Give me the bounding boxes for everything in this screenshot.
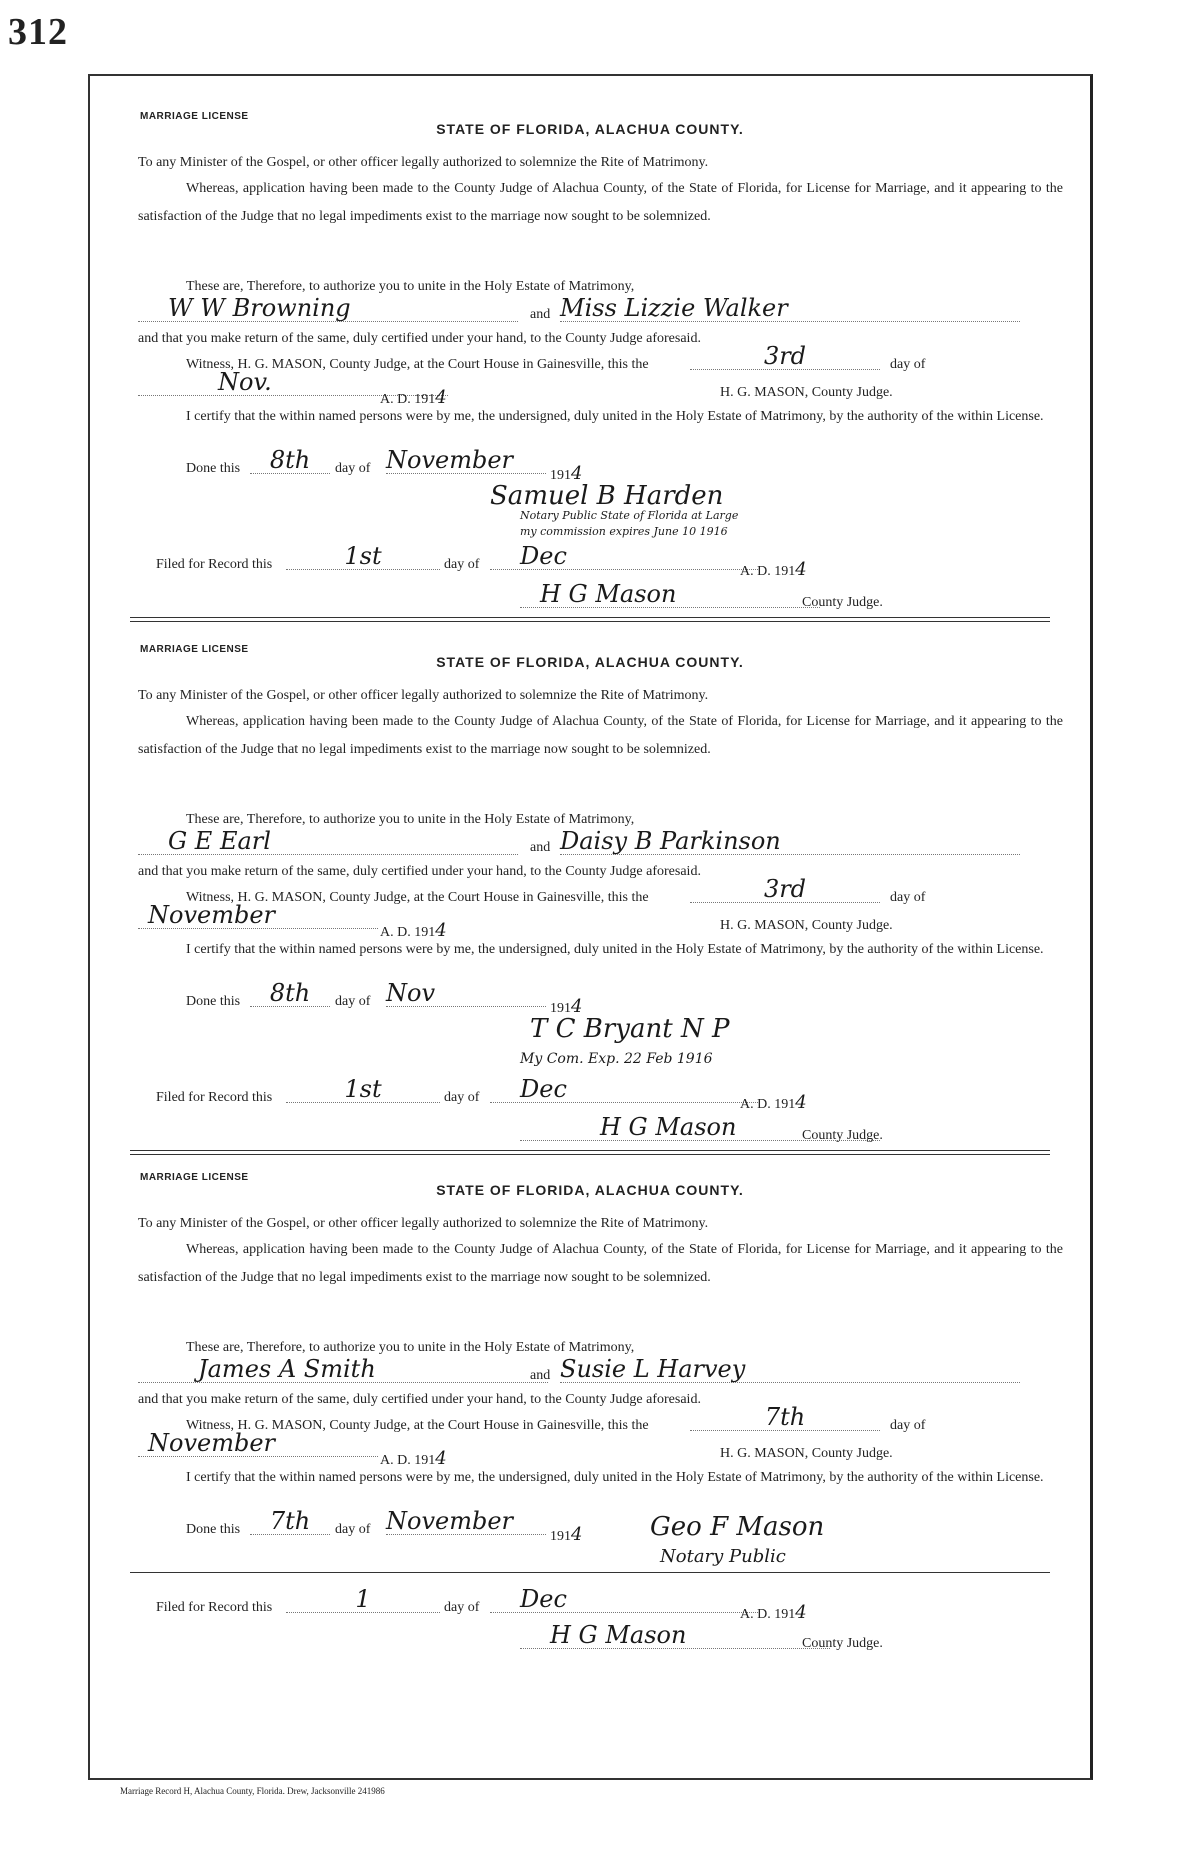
- intro-text: To any Minister of the Gospel, or other officer legally authorized to solemnize the Rite of Matrimony.: [138, 155, 709, 170]
- issue-day: 3rd: [690, 876, 880, 903]
- issue-year: 4: [435, 387, 447, 408]
- filed-month: Dec: [490, 543, 760, 570]
- issue-month: November: [138, 902, 378, 929]
- filed-day: 1: [286, 1586, 440, 1613]
- license-heading: STATE OF FLORIDA, ALACHUA COUNTY.: [436, 1182, 744, 1198]
- whereas-text: Whereas, application having been made to the County Judge of Alachua County, of the State of Florida, for License for Marriage, and it appearing to the satisfaction of the Judge that no legal impediments exist to the marriage now sought to be solemnized.: [138, 714, 1063, 757]
- filed-year-text: A. D. 1914: [740, 1092, 807, 1113]
- done-day-of-text: day of: [335, 461, 371, 476]
- filed-month: Dec: [490, 1586, 760, 1613]
- done-year-text: 1914: [550, 463, 583, 484]
- and-text: and: [530, 840, 551, 855]
- license-label: MARRIAGE LICENSE: [140, 111, 249, 122]
- county-judge-text: County Judge.: [802, 1128, 883, 1143]
- filed-text: Filed for Record this: [156, 1090, 273, 1105]
- county-judge-text: County Judge.: [802, 595, 883, 610]
- and-text: and: [530, 307, 551, 322]
- ad-text: A. D. 1914: [380, 920, 447, 941]
- filed-day-of-text: day of: [444, 1090, 480, 1105]
- officiant-signature: Samuel B Harden: [490, 481, 724, 511]
- done-this-text: Done this: [186, 461, 241, 476]
- ad-text: A. D. 1914: [380, 387, 447, 408]
- officiant-title: Notary Public: [660, 1546, 786, 1567]
- day-of-text: day of: [890, 1418, 926, 1433]
- divider: [130, 617, 1050, 618]
- whereas-text: Whereas, application having been made to the County Judge of Alachua County, of the State of Florida, for License for Marriage, and it appearing to the satisfaction of the Judge that no legal impediments exist to the marriage now sought to be solemnized.: [138, 1242, 1063, 1285]
- filed-year-text: A. D. 1914: [740, 559, 807, 580]
- filed-day-of-text: day of: [444, 1600, 480, 1615]
- whereas-text: Whereas, application having been made to the County Judge of Alachua County, of the State of Florida, for License for Marriage, and it appearing to the satisfaction of the Judge that no legal impediments exist to the marriage now sought to be solemnized.: [138, 181, 1063, 224]
- recorder-signature: H G Mason: [520, 1622, 830, 1649]
- done-year-text: 1914: [550, 996, 583, 1017]
- return-text: and that you make return of the same, duly certified under your hand, to the County Judge aforesaid.: [138, 331, 701, 346]
- bride-name: Miss Lizzie Walker: [560, 295, 1020, 322]
- filed-text: Filed for Record this: [156, 557, 273, 572]
- record-page: [88, 74, 1093, 1780]
- county-judge-text: County Judge.: [802, 1636, 883, 1651]
- authorize-text: These are, Therefore, to authorize you to unite in the Holy Estate of Matrimony,: [186, 812, 635, 827]
- officiant-signature: Geo F Mason: [650, 1512, 825, 1542]
- return-text: and that you make return of the same, duly certified under your hand, to the County Judge aforesaid.: [138, 864, 701, 879]
- filed-day: 1st: [286, 1076, 440, 1103]
- authorize-text: These are, Therefore, to authorize you to unite in the Holy Estate of Matrimony,: [186, 1340, 635, 1355]
- done-month: November: [386, 1508, 546, 1535]
- witness-text: Witness, H. G. MASON, County Judge, at the Court House in Gainesville, this the: [186, 357, 649, 372]
- marriage-license-2: [90, 644, 1090, 1184]
- done-year-text: 1914: [550, 1524, 583, 1545]
- certify-text: I certify that the within named persons were by me, the undersigned, duly united in the Holy Estate of Matrimony, by the authority of the within License.: [186, 409, 1044, 424]
- bride-name: Daisy B Parkinson: [560, 828, 1020, 855]
- judge-signature-text: H. G. MASON, County Judge.: [720, 385, 893, 400]
- marriage-license-3: [90, 1172, 1090, 1712]
- issue-day: 3rd: [690, 343, 880, 370]
- groom-name: James A Smith: [138, 1356, 548, 1383]
- witness-text: Witness, H. G. MASON, County Judge, at the Court House in Gainesville, this the: [186, 890, 649, 905]
- groom-name: G E Earl: [138, 828, 518, 855]
- filed-month: Dec: [490, 1076, 760, 1103]
- issue-month: Nov.: [138, 369, 448, 396]
- filed-day: 1st: [286, 543, 440, 570]
- done-day: 8th: [250, 980, 330, 1007]
- issue-year: 4: [435, 1448, 447, 1469]
- done-this-text: Done this: [186, 1522, 241, 1537]
- filed-day-of-text: day of: [444, 557, 480, 572]
- return-text: and that you make return of the same, duly certified under your hand, to the County Judge aforesaid.: [138, 1392, 701, 1407]
- witness-text: Witness, H. G. MASON, County Judge, at the Court House in Gainesville, this the: [186, 1418, 649, 1433]
- issue-month: November: [138, 1430, 378, 1457]
- officiant-signature: T C Bryant N P: [530, 1014, 730, 1044]
- done-month: November: [386, 447, 546, 474]
- judge-signature-text: H. G. MASON, County Judge.: [720, 918, 893, 933]
- certify-text: I certify that the within named persons were by me, the undersigned, duly united in the Holy Estate of Matrimony, by the authority of the within License.: [186, 942, 1044, 957]
- officiant-note: my commission expires June 10 1916: [520, 525, 728, 538]
- ad-text: A. D. 1914: [380, 1448, 447, 1469]
- divider: [130, 1150, 1050, 1151]
- intro-text: To any Minister of the Gospel, or other officer legally authorized to solemnize the Rite of Matrimony.: [138, 1216, 709, 1231]
- license-label: MARRIAGE LICENSE: [140, 1172, 249, 1183]
- authorize-text: These are, Therefore, to authorize you to unite in the Holy Estate of Matrimony,: [186, 279, 635, 294]
- recorder-signature: H G Mason: [520, 581, 820, 608]
- filed-text: Filed for Record this: [156, 1600, 273, 1615]
- marriage-license-1: [90, 111, 1090, 651]
- recorder-signature: H G Mason: [520, 1114, 880, 1141]
- issue-day: 7th: [690, 1404, 880, 1431]
- done-this-text: Done this: [186, 994, 241, 1009]
- done-day-of-text: day of: [335, 994, 371, 1009]
- day-of-text: day of: [890, 890, 926, 905]
- day-of-text: day of: [890, 357, 926, 372]
- judge-signature-text: H. G. MASON, County Judge.: [720, 1446, 893, 1461]
- divider: [130, 1154, 1050, 1155]
- done-day: 7th: [250, 1508, 330, 1535]
- divider: [130, 1572, 1050, 1573]
- license-heading: STATE OF FLORIDA, ALACHUA COUNTY.: [436, 121, 744, 137]
- officiant-note: My Com. Exp. 22 Feb 1916: [520, 1051, 713, 1067]
- done-month: Nov: [386, 980, 546, 1007]
- officiant-title: Notary Public State of Florida at Large: [520, 509, 739, 522]
- done-day: 8th: [250, 447, 330, 474]
- footer-imprint: Marriage Record H, Alachua County, Florida. Drew, Jacksonville 241986: [120, 1786, 385, 1796]
- intro-text: To any Minister of the Gospel, or other officer legally authorized to solemnize the Rite of Matrimony.: [138, 688, 709, 703]
- license-heading: STATE OF FLORIDA, ALACHUA COUNTY.: [436, 654, 744, 670]
- license-label: MARRIAGE LICENSE: [140, 644, 249, 655]
- filed-year-text: A. D. 1914: [740, 1602, 807, 1623]
- done-day-of-text: day of: [335, 1522, 371, 1537]
- and-text: and: [530, 1368, 551, 1383]
- issue-year: 4: [435, 920, 447, 941]
- divider: [130, 621, 1050, 622]
- bride-name: Susie L Harvey: [560, 1356, 1020, 1383]
- page-number: 312: [8, 11, 68, 53]
- certify-text: I certify that the within named persons were by me, the undersigned, duly united in the Holy Estate of Matrimony, by the authority of the within License.: [186, 1470, 1044, 1485]
- groom-name: W W Browning: [138, 295, 518, 322]
